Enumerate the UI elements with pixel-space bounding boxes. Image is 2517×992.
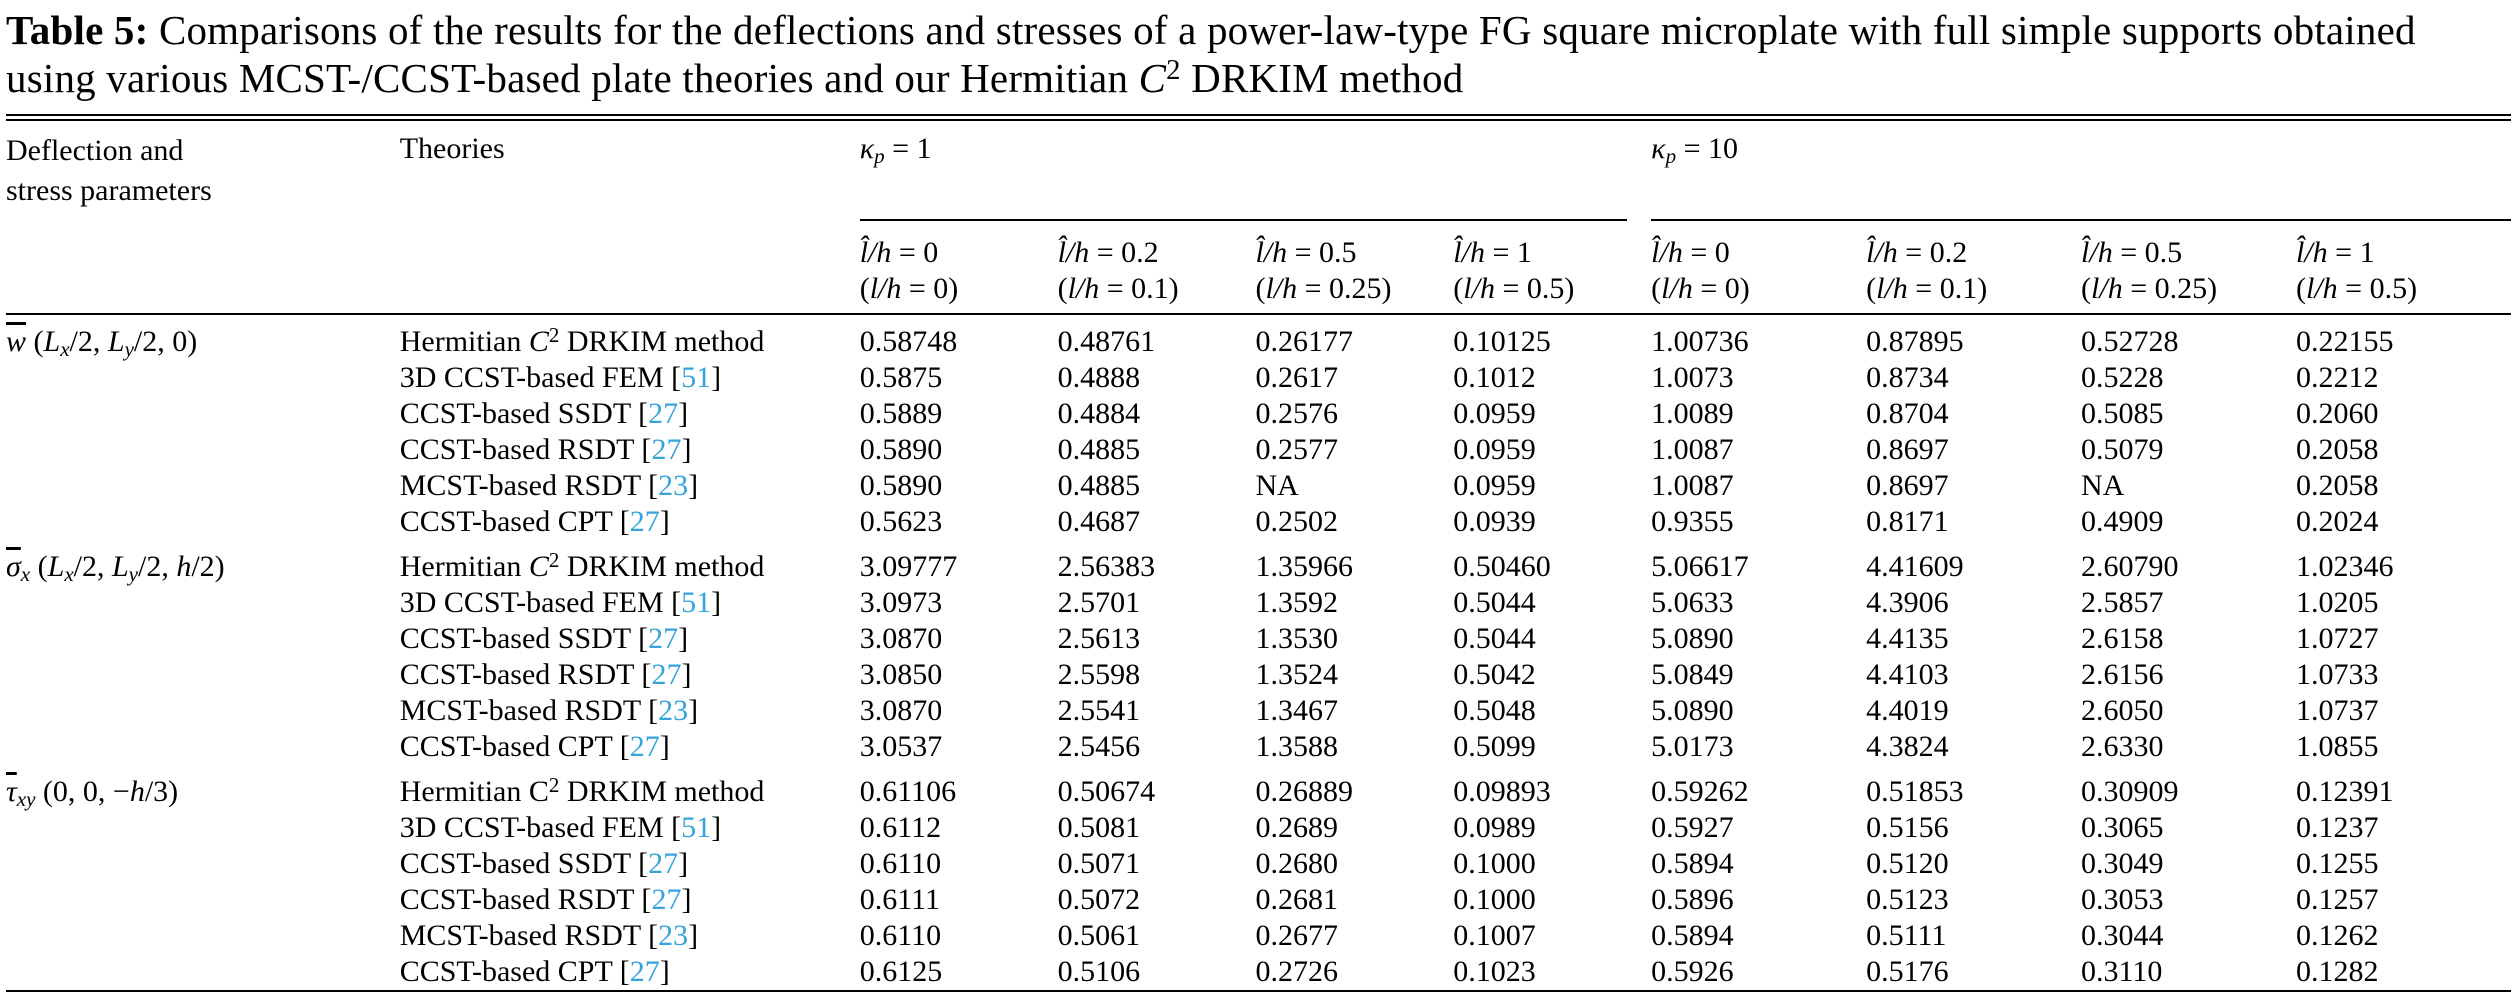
citation-ref[interactable]: 27 bbox=[629, 505, 660, 538]
value-cell: 0.2726 bbox=[1255, 955, 1338, 988]
value-cell: 0.6112 bbox=[859, 811, 942, 844]
param-cell bbox=[6, 468, 400, 504]
value-cell: 0.8697 bbox=[1866, 433, 1949, 466]
value-cell: 0.5890 bbox=[859, 469, 943, 502]
value-cell: 0.6110 bbox=[859, 919, 942, 952]
value-cell: 0.3110 bbox=[2081, 955, 2163, 988]
value-cell: 1.0089 bbox=[1651, 397, 1734, 430]
value-cell: 0.8697 bbox=[1866, 469, 1949, 502]
value-cell: 2.6050 bbox=[2081, 694, 2164, 727]
value-cell: 3.09777 bbox=[859, 550, 958, 583]
table-row bbox=[6, 621, 2511, 657]
citation-ref[interactable]: 23 bbox=[658, 694, 689, 727]
value-cell: 0.59262 bbox=[1651, 775, 1749, 808]
value-cell: NA bbox=[2081, 469, 2125, 502]
table-caption-text: Comparisons of the results for the deflections and stresses of a power-law-type FG square microplate with full simple supports obtained using various MCST-/CCST-based plate theories and our Hermitian $C^2$ DRKIM method bbox=[6, 7, 2416, 101]
header-parameters bbox=[6, 121, 400, 314]
value-cell: 3.0537 bbox=[859, 730, 943, 763]
value-cell: 0.22155 bbox=[2295, 325, 2394, 358]
subheader-col: l̂/h = 0 (l/h = 0) bbox=[859, 236, 959, 305]
value-cell: 5.0890 bbox=[1651, 622, 1734, 655]
table-row bbox=[6, 765, 2511, 810]
value-cell: 5.06617 bbox=[1651, 550, 1749, 583]
value-cell: 1.35966 bbox=[1255, 550, 1353, 583]
subheader-col: l̂/h = 0.5 (l/h = 0.25) bbox=[1255, 236, 1392, 305]
value-cell: 0.5044 bbox=[1453, 622, 1536, 655]
value-cell: 0.5894 bbox=[1651, 847, 1734, 880]
value-cell: 0.5894 bbox=[1651, 919, 1734, 952]
value-cell: 0.1282 bbox=[2295, 955, 2379, 988]
value-cell: 2.5598 bbox=[1057, 658, 1141, 691]
citation-ref[interactable]: 51 bbox=[681, 811, 712, 844]
table-row bbox=[6, 657, 2511, 693]
value-cell: 3.0870 bbox=[859, 694, 943, 727]
value-cell: NA bbox=[1255, 469, 1299, 502]
value-cell: 4.4135 bbox=[1866, 622, 1949, 655]
citation-ref[interactable]: 27 bbox=[648, 847, 679, 880]
value-cell: 2.5857 bbox=[2081, 586, 2164, 619]
value-cell: 0.5048 bbox=[1453, 694, 1536, 727]
param-cell bbox=[6, 396, 400, 432]
value-cell: 1.0073 bbox=[1651, 361, 1734, 394]
value-cell: 2.6158 bbox=[2081, 622, 2164, 655]
value-cell: 0.5061 bbox=[1057, 919, 1141, 952]
table-row bbox=[6, 693, 2511, 729]
citation-ref[interactable]: 27 bbox=[648, 397, 679, 430]
param-cell: $\overline{w}$ ($L_x/2$, $L_y/2$, 0) bbox=[6, 325, 198, 362]
table-row bbox=[6, 585, 2511, 621]
table-caption-label: Table 5: bbox=[6, 7, 149, 53]
param-cell bbox=[6, 918, 400, 954]
value-cell: 5.0173 bbox=[1651, 730, 1734, 763]
citation-ref[interactable]: 23 bbox=[658, 469, 689, 502]
value-cell: 4.4019 bbox=[1866, 694, 1949, 727]
subheader-col: l̂/h = 1 (l/h = 0.5) bbox=[2295, 236, 2418, 305]
param-cell bbox=[6, 504, 400, 540]
value-cell: 0.2577 bbox=[1255, 433, 1338, 466]
comparison-table bbox=[6, 121, 2511, 990]
value-cell: 0.8704 bbox=[1866, 397, 1949, 430]
header-theories: Theories bbox=[399, 132, 505, 165]
citation-ref[interactable]: 51 bbox=[681, 361, 712, 394]
value-cell: 0.0959 bbox=[1453, 469, 1536, 502]
value-cell: 0.8171 bbox=[1866, 505, 1949, 538]
theory-cell: MCST-based RSDT [23] bbox=[399, 919, 699, 952]
table-row bbox=[6, 540, 2511, 585]
value-cell: 0.1262 bbox=[2295, 919, 2379, 952]
value-cell: 0.87895 bbox=[1866, 325, 1964, 358]
subheader-col: l̂/h = 1 (l/h = 0.5) bbox=[1453, 236, 1575, 305]
value-cell: 1.3467 bbox=[1255, 694, 1338, 727]
value-cell: 4.4103 bbox=[1866, 658, 1949, 691]
param-cell: $\overline{\tau}_{xy}$ (0, 0, −h/3) bbox=[6, 775, 179, 812]
value-cell: 1.00736 bbox=[1651, 325, 1749, 358]
header-parameters-label: Deflection and stress parameters bbox=[6, 134, 212, 207]
value-cell: 0.5044 bbox=[1453, 586, 1536, 619]
value-cell: 0.2212 bbox=[2295, 361, 2379, 394]
param-cell bbox=[6, 432, 400, 468]
value-cell: 1.0737 bbox=[2295, 694, 2379, 727]
value-cell: 0.2060 bbox=[2295, 397, 2379, 430]
param-cell: $\overline{\sigma}_x$ ($L_x/2$, $L_y/2$, h/2) bbox=[6, 550, 225, 587]
value-cell: 0.50674 bbox=[1057, 775, 1156, 808]
value-cell: 2.5456 bbox=[1057, 730, 1141, 763]
param-cell bbox=[6, 810, 400, 846]
value-cell: 0.0989 bbox=[1453, 811, 1536, 844]
theory-cell: 3D CCST-based FEM [51] bbox=[399, 811, 722, 844]
value-cell: 0.1012 bbox=[1453, 361, 1536, 394]
param-cell bbox=[6, 693, 400, 729]
value-cell: 0.2617 bbox=[1255, 361, 1338, 394]
value-cell: 0.4884 bbox=[1057, 397, 1141, 430]
value-cell: 0.5071 bbox=[1057, 847, 1141, 880]
value-cell: 3.0870 bbox=[859, 622, 943, 655]
value-cell: 0.26889 bbox=[1255, 775, 1353, 808]
theory-cell: CCST-based SSDT [27] bbox=[399, 397, 689, 430]
citation-ref[interactable]: 27 bbox=[629, 730, 660, 763]
value-cell: 0.3053 bbox=[2081, 883, 2164, 916]
value-cell: 0.5081 bbox=[1057, 811, 1141, 844]
subheader-col: l̂/h = 0 (l/h = 0) bbox=[1651, 236, 1750, 305]
value-cell: 0.1023 bbox=[1453, 955, 1536, 988]
value-cell: 0.6125 bbox=[859, 955, 943, 988]
value-cell: 1.0733 bbox=[2295, 658, 2379, 691]
value-cell: 1.0087 bbox=[1651, 433, 1734, 466]
value-cell: 0.52728 bbox=[2081, 325, 2179, 358]
value-cell: 0.2689 bbox=[1255, 811, 1338, 844]
value-cell: 0.5875 bbox=[859, 361, 943, 394]
value-cell: 0.5927 bbox=[1651, 811, 1734, 844]
value-cell: 0.3065 bbox=[2081, 811, 2164, 844]
theory-cell: 3D CCST-based FEM [51] bbox=[399, 361, 722, 394]
table-row bbox=[6, 846, 2511, 882]
param-cell bbox=[6, 585, 400, 621]
value-cell: 1.3588 bbox=[1255, 730, 1338, 763]
theory-cell: CCST-based RSDT [27] bbox=[399, 658, 692, 691]
value-cell: 0.09893 bbox=[1453, 775, 1551, 808]
value-cell: 0.4909 bbox=[2081, 505, 2164, 538]
table-row bbox=[6, 314, 2511, 360]
value-cell: 2.5541 bbox=[1057, 694, 1141, 727]
value-cell: 1.0855 bbox=[2295, 730, 2379, 763]
table-caption bbox=[6, 6, 2511, 102]
value-cell: 0.61106 bbox=[859, 775, 957, 808]
value-cell: 0.2058 bbox=[2295, 469, 2379, 502]
header-group-kp1: $\kappa_p = 1$ bbox=[859, 132, 932, 169]
value-cell: 0.2681 bbox=[1255, 883, 1338, 916]
value-cell: 0.50460 bbox=[1453, 550, 1551, 583]
value-cell: 3.0973 bbox=[859, 586, 943, 619]
value-cell: 0.5042 bbox=[1453, 658, 1536, 691]
param-cell bbox=[6, 846, 400, 882]
value-cell: 0.1000 bbox=[1453, 847, 1536, 880]
value-cell: 0.3044 bbox=[2081, 919, 2164, 952]
value-cell: 0.5072 bbox=[1057, 883, 1141, 916]
value-cell: 0.2680 bbox=[1255, 847, 1338, 880]
value-cell: 0.5123 bbox=[1866, 883, 1949, 916]
citation-ref[interactable]: 27 bbox=[629, 955, 660, 988]
param-cell bbox=[6, 657, 400, 693]
param-cell bbox=[6, 729, 400, 765]
value-cell: 1.02346 bbox=[2295, 550, 2394, 583]
value-cell: 0.4888 bbox=[1057, 361, 1141, 394]
value-cell: 0.10125 bbox=[1453, 325, 1551, 358]
value-cell: 0.30909 bbox=[2081, 775, 2179, 808]
citation-ref[interactable]: 51 bbox=[681, 586, 712, 619]
table-row bbox=[6, 396, 2511, 432]
value-cell: 1.3592 bbox=[1255, 586, 1338, 619]
header-group-kp10: $\kappa_p = 10$ bbox=[1651, 132, 1738, 169]
value-cell: 2.60790 bbox=[2081, 550, 2179, 583]
value-cell: 0.5896 bbox=[1651, 883, 1734, 916]
value-cell: 0.5889 bbox=[859, 397, 943, 430]
citation-ref[interactable]: 27 bbox=[651, 658, 682, 691]
value-cell: 0.5106 bbox=[1057, 955, 1141, 988]
theory-cell: MCST-based RSDT [23] bbox=[399, 694, 699, 727]
citation-ref[interactable]: 23 bbox=[658, 919, 689, 952]
value-cell: 1.3524 bbox=[1255, 658, 1338, 691]
value-cell: 4.41609 bbox=[1866, 550, 1964, 583]
value-cell: 5.0890 bbox=[1651, 694, 1734, 727]
value-cell: 0.5228 bbox=[2081, 361, 2164, 394]
theory-cell: Hermitian $C^2$ DRKIM method bbox=[399, 322, 765, 358]
value-cell: 0.5926 bbox=[1651, 955, 1734, 988]
value-cell: 0.1007 bbox=[1453, 919, 1536, 952]
value-cell: 1.0087 bbox=[1651, 469, 1734, 502]
value-cell: 0.2502 bbox=[1255, 505, 1338, 538]
value-cell: 2.56383 bbox=[1057, 550, 1156, 583]
value-cell: 0.1255 bbox=[2295, 847, 2379, 880]
value-cell: 5.0633 bbox=[1651, 586, 1734, 619]
value-cell: 0.0959 bbox=[1453, 397, 1536, 430]
value-cell: 0.2576 bbox=[1255, 397, 1338, 430]
param-cell bbox=[6, 954, 400, 990]
value-cell: 1.3530 bbox=[1255, 622, 1338, 655]
theory-cell: CCST-based RSDT [27] bbox=[399, 433, 692, 466]
value-cell: 0.58748 bbox=[859, 325, 958, 358]
value-cell: 0.4885 bbox=[1057, 469, 1141, 502]
value-cell: 1.0205 bbox=[2295, 586, 2379, 619]
table-row bbox=[6, 810, 2511, 846]
value-cell: 0.5156 bbox=[1866, 811, 1949, 844]
citation-ref[interactable]: 27 bbox=[648, 622, 679, 655]
value-cell: 0.1257 bbox=[2295, 883, 2379, 916]
value-cell: 0.4885 bbox=[1057, 433, 1141, 466]
value-cell: 0.51853 bbox=[1866, 775, 1964, 808]
citation-ref[interactable]: 27 bbox=[651, 883, 682, 916]
value-cell: 0.1237 bbox=[2295, 811, 2379, 844]
value-cell: 0.5120 bbox=[1866, 847, 1949, 880]
theory-cell: CCST-based SSDT [27] bbox=[399, 622, 689, 655]
value-cell: 0.5085 bbox=[2081, 397, 2164, 430]
value-cell: 5.0849 bbox=[1651, 658, 1734, 691]
value-cell: 0.3049 bbox=[2081, 847, 2164, 880]
theory-cell: CCST-based CPT [27] bbox=[399, 505, 670, 538]
kp1-span-rule bbox=[860, 219, 1627, 223]
theory-cell: CCST-based SSDT [27] bbox=[399, 847, 689, 880]
value-cell: 0.2024 bbox=[2295, 505, 2379, 538]
kp10-span-rule bbox=[1651, 219, 2511, 223]
table-row bbox=[6, 468, 2511, 504]
value-cell: 0.8734 bbox=[1866, 361, 1949, 394]
table-5 bbox=[6, 114, 2511, 992]
value-cell: 3.0850 bbox=[859, 658, 943, 691]
value-cell: 2.6156 bbox=[2081, 658, 2164, 691]
theory-cell: 3D CCST-based FEM [51] bbox=[399, 586, 722, 619]
value-cell: 0.0959 bbox=[1453, 433, 1536, 466]
value-cell: 2.6330 bbox=[2081, 730, 2164, 763]
value-cell: 0.5111 bbox=[1866, 919, 1947, 952]
value-cell: 0.5890 bbox=[859, 433, 943, 466]
value-cell: 2.5613 bbox=[1057, 622, 1141, 655]
param-cell bbox=[6, 621, 400, 657]
table-row bbox=[6, 882, 2511, 918]
theory-cell: CCST-based RSDT [27] bbox=[399, 883, 692, 916]
param-cell bbox=[6, 882, 400, 918]
value-cell: 1.0727 bbox=[2295, 622, 2379, 655]
value-cell: 2.5701 bbox=[1057, 586, 1141, 619]
value-cell: 0.5079 bbox=[2081, 433, 2164, 466]
subheader-col: l̂/h = 0.2 (l/h = 0.1) bbox=[1057, 236, 1179, 305]
value-cell: 4.3824 bbox=[1866, 730, 1949, 763]
param-cell bbox=[6, 360, 400, 396]
value-cell: 0.5176 bbox=[1866, 955, 1949, 988]
theory-cell: CCST-based CPT [27] bbox=[399, 730, 670, 763]
value-cell: 0.2058 bbox=[2295, 433, 2379, 466]
value-cell: 0.9355 bbox=[1651, 505, 1734, 538]
value-cell: 0.6111 bbox=[859, 883, 940, 916]
value-cell: 0.12391 bbox=[2295, 775, 2394, 808]
subheader-col: l̂/h = 0.2 (l/h = 0.1) bbox=[1866, 236, 1988, 305]
value-cell: 0.6110 bbox=[859, 847, 942, 880]
theory-cell: CCST-based CPT [27] bbox=[399, 955, 670, 988]
value-cell: 0.4687 bbox=[1057, 505, 1141, 538]
subheader-col: l̂/h = 0.5 (l/h = 0.25) bbox=[2081, 236, 2218, 305]
value-cell: 4.3906 bbox=[1866, 586, 1949, 619]
table-row bbox=[6, 729, 2511, 765]
value-cell: 0.2677 bbox=[1255, 919, 1338, 952]
theory-cell: Hermitian $C^2$ DRKIM method bbox=[399, 547, 765, 583]
table-row bbox=[6, 432, 2511, 468]
table-row bbox=[6, 360, 2511, 396]
value-cell: 0.0939 bbox=[1453, 505, 1536, 538]
theory-cell: Hermitian $C^2$ DRKIM method bbox=[399, 772, 765, 808]
value-cell: 0.5623 bbox=[859, 505, 943, 538]
value-cell: 0.26177 bbox=[1255, 325, 1353, 358]
value-cell: 0.48761 bbox=[1057, 325, 1156, 358]
citation-ref[interactable]: 27 bbox=[651, 433, 682, 466]
table-row bbox=[6, 918, 2511, 954]
table-row bbox=[6, 954, 2511, 990]
table-row bbox=[6, 504, 2511, 540]
theory-cell: MCST-based RSDT [23] bbox=[399, 469, 699, 502]
value-cell: 0.5099 bbox=[1453, 730, 1536, 763]
value-cell: 0.1000 bbox=[1453, 883, 1536, 916]
